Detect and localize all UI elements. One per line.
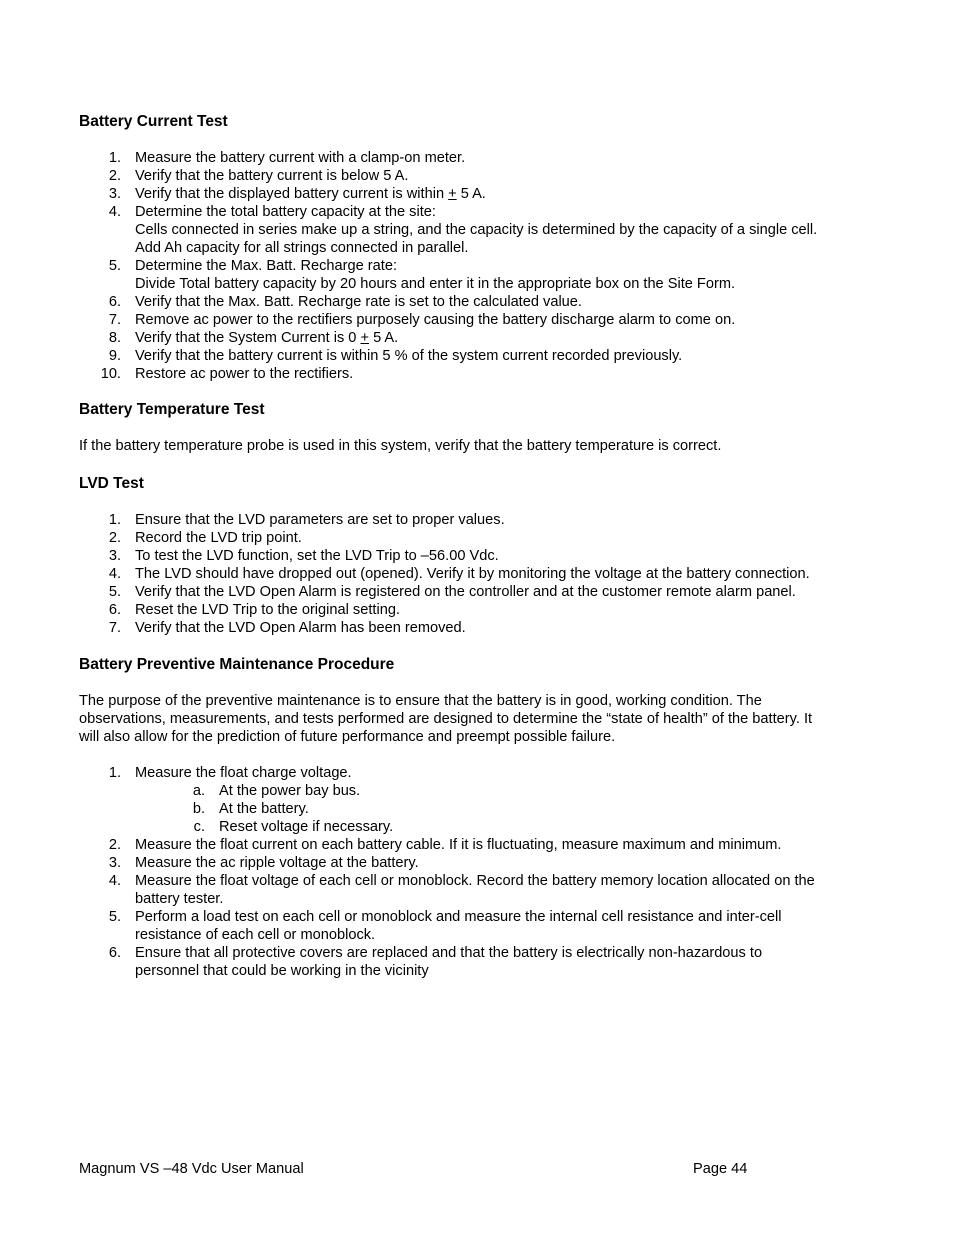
lvd-test-heading: LVD Test (79, 475, 144, 492)
list-item-continuation: personnel that could be working in the vicinity (135, 963, 429, 979)
footer-manual-title: Magnum VS –48 Vdc User Manual (79, 1161, 304, 1177)
list-item: 1. Measure the float charge voltage. (108, 765, 352, 781)
list-item: 6. Verify that the Max. Batt. Recharge rate is set to the calculated value. (108, 294, 582, 310)
battery-temperature-test-heading: Battery Temperature Test (79, 401, 265, 418)
battery-temperature-text: If the battery temperature probe is used in this system, verify that the battery temperature is correct. (79, 438, 722, 454)
list-item: 1. Ensure that the LVD parameters are set to proper values. (108, 512, 505, 528)
list-item: 2. Record the LVD trip point. (108, 530, 302, 546)
list-item: 2. Verify that the battery current is below 5 A. (108, 168, 409, 184)
list-item: 6. Reset the LVD Trip to the original setting. (108, 602, 400, 618)
preventive-maintenance-intro: The purpose of the preventive maintenance is to ensure that the battery is in good, working condition. The observations, measurements, and tests performed are designed to determine the “state of health” of the battery. It will also allow for the prediction of future performance and preempt possible failure. (79, 693, 813, 745)
list-item: 3. Verify that the displayed battery current is within + 5 A. (108, 186, 486, 202)
plus-minus-sign: + (448, 186, 457, 202)
list-item: 7. Remove ac power to the rectifiers purposely causing the battery discharge alarm to come on. (108, 312, 736, 328)
sub-list-item: c. Reset voltage if necessary. (193, 819, 394, 835)
list-item-continuation: battery tester. (135, 891, 224, 907)
list-item-continuation: resistance of each cell or monoblock. (135, 927, 376, 943)
footer-page-number: Page 44 (693, 1161, 748, 1177)
preventive-maintenance-heading: Battery Preventive Maintenance Procedure (79, 656, 395, 673)
sub-list-item: b. At the battery. (192, 801, 309, 817)
plus-minus-sign: + (360, 330, 370, 346)
list-item: 6. Ensure that all protective covers are replaced and that the battery is electrically non-hazardous to (108, 945, 763, 961)
lvd-test-steps (79, 511, 879, 637)
list-item: 10. Restore ac power to the rectifiers. (100, 366, 354, 382)
battery-current-test-steps (79, 149, 879, 383)
sub-list-item: a. At the power bay bus. (192, 783, 361, 799)
list-item: 5. Determine the Max. Batt. Recharge rate: (108, 258, 397, 274)
battery-current-test-heading: Battery Current Test (79, 113, 228, 130)
list-item: 8. Verify that the System Current is 0 + 5 A. (108, 330, 399, 346)
list-item: 9. Verify that the battery current is within 5 % of the system current recorded previously. (108, 348, 683, 364)
list-item: 7. Verify that the LVD Open Alarm has been removed. (108, 620, 466, 636)
list-item: 4. The LVD should have dropped out (opened). Verify it by monitoring the voltage at the battery connection. (108, 566, 810, 582)
list-item: 4. Measure the float voltage of each cell or monoblock. Record the battery memory location allocated on the (108, 873, 815, 889)
list-item: 1. Measure the battery current with a clamp-on meter. (108, 150, 466, 166)
list-item-continuation: Cells connected in series make up a string, and the capacity is determined by the capacity of a single cell. (135, 222, 818, 238)
list-item: 4. Determine the total battery capacity at the site: (108, 204, 436, 220)
list-item: 5. Perform a load test on each cell or monoblock and measure the internal cell resistance and inter-cell (108, 909, 782, 925)
list-item: 3. Measure the ac ripple voltage at the battery. (108, 855, 419, 871)
list-item: 5. Verify that the LVD Open Alarm is registered on the controller and at the customer remote alarm panel. (108, 584, 796, 600)
preventive-maintenance-steps (79, 764, 879, 980)
list-item: 2. Measure the float current on each battery cable. If it is fluctuating, measure maximum and minimum. (108, 837, 782, 853)
list-item: 3. To test the LVD function, set the LVD Trip to –56.00 Vdc. (108, 548, 499, 564)
list-item-continuation: Add Ah capacity for all strings connected in parallel. (135, 240, 469, 256)
list-item-continuation: Divide Total battery capacity by 20 hours and enter it in the appropriate box on the Site Form. (135, 276, 736, 292)
